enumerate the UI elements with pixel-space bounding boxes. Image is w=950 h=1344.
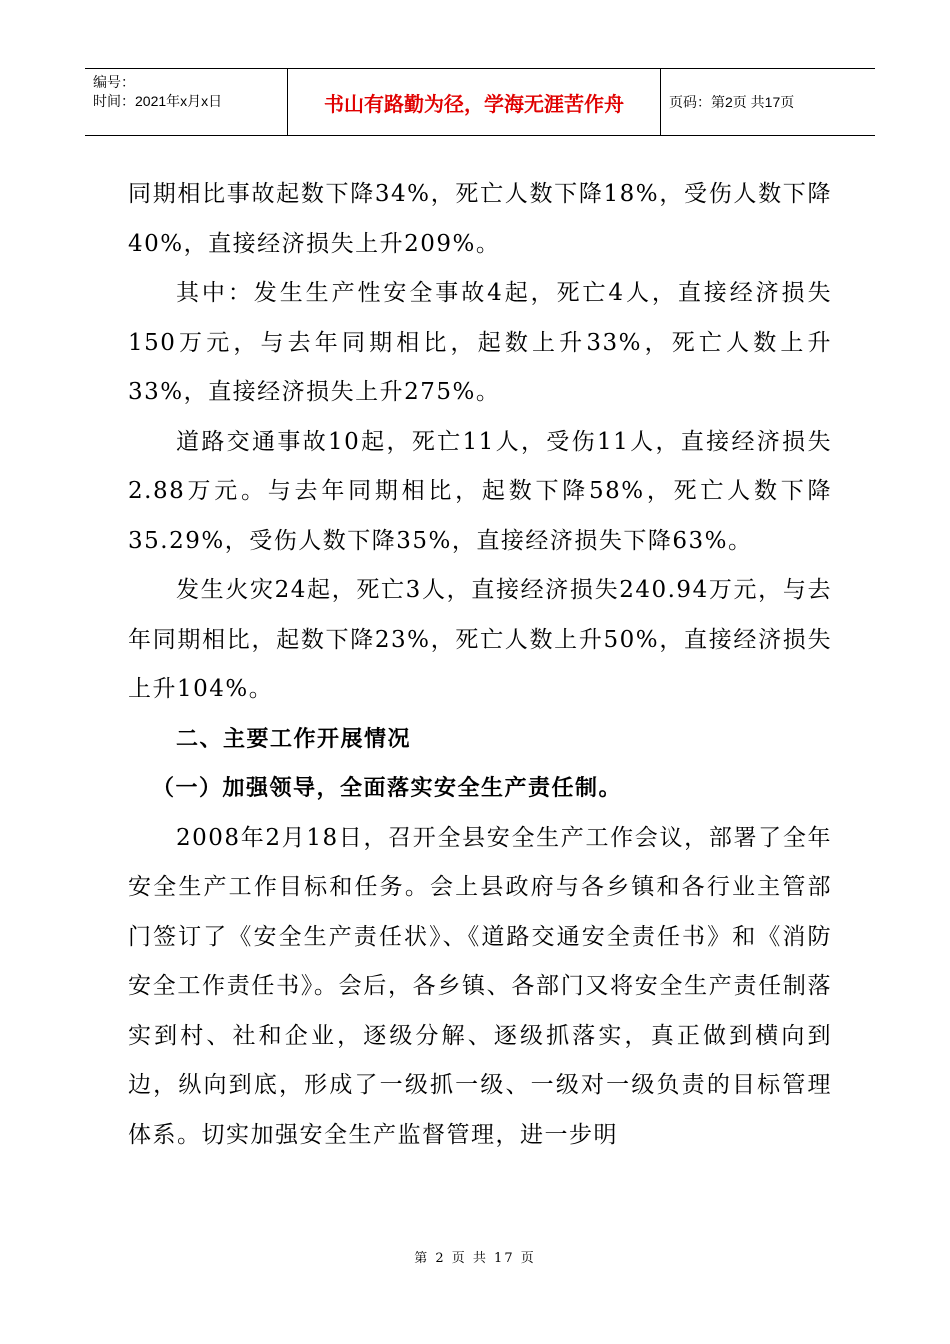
serial-number-label: 编号： bbox=[93, 74, 135, 90]
paragraph-1: 同期相比事故起数下降34%，死亡人数下降18%，受伤人数下降40%，直接经济损失上升209%。 bbox=[128, 181, 832, 257]
page-header bbox=[85, 68, 875, 136]
date-label: 时间：2021年x月x日 bbox=[93, 93, 223, 109]
header-meta-cell bbox=[85, 69, 287, 135]
paragraph-4: 发生火灾24起，死亡3人，直接经济损失240.94万元，与去年同期相比，起数下降23%，死亡人数上升50%，直接经济损失上升104%。 bbox=[128, 577, 832, 702]
paragraph-3: 道路交通事故10起，死亡11人，受伤11人，直接经济损失2.88万元。与去年同期相比，起数下降58%，死亡人数下降35.29%，受伤人数下降35%，直接经济损失下降63%。 bbox=[128, 428, 832, 554]
document-body bbox=[128, 170, 832, 1160]
paragraph-2: 其中：发生生产性安全事故4起，死亡4人，直接经济损失150万元，与去年同期相比，起数上升33%，死亡人数上升33%，直接经济损失上升275%。 bbox=[128, 280, 832, 405]
section-heading: 二、主要工作开展情况 bbox=[176, 726, 412, 752]
paragraph-5: 2008年2月18日，召开全县安全生产工作会议，部署了全年安全生产工作目标和任务。会上县政府与各乡镇和各行业主管部门签订了《安全生产责任状》、《道路交通安全责任书》和《消防安全工作责任书》。会后，各乡镇、各部门又将安全生产责任制落实到村、社和企业，逐级分解、逐级抓落实，真正做到横向到边，纵向到底，形成了一级抓一级、一级对一级负责的目标管理体系。切实加强安全生产监督管理，进一步明 bbox=[128, 824, 832, 1148]
header-page-info: 页码：第2页 共17页 bbox=[669, 94, 795, 110]
subsection-heading: （一）加强领导，全面落实安全生产责任制。 bbox=[152, 776, 623, 801]
page-footer: 第 2 页 共 17 页 bbox=[414, 1251, 536, 1266]
header-motto: 书山有路勤为径，学海无涯苦作舟 bbox=[287, 69, 661, 135]
